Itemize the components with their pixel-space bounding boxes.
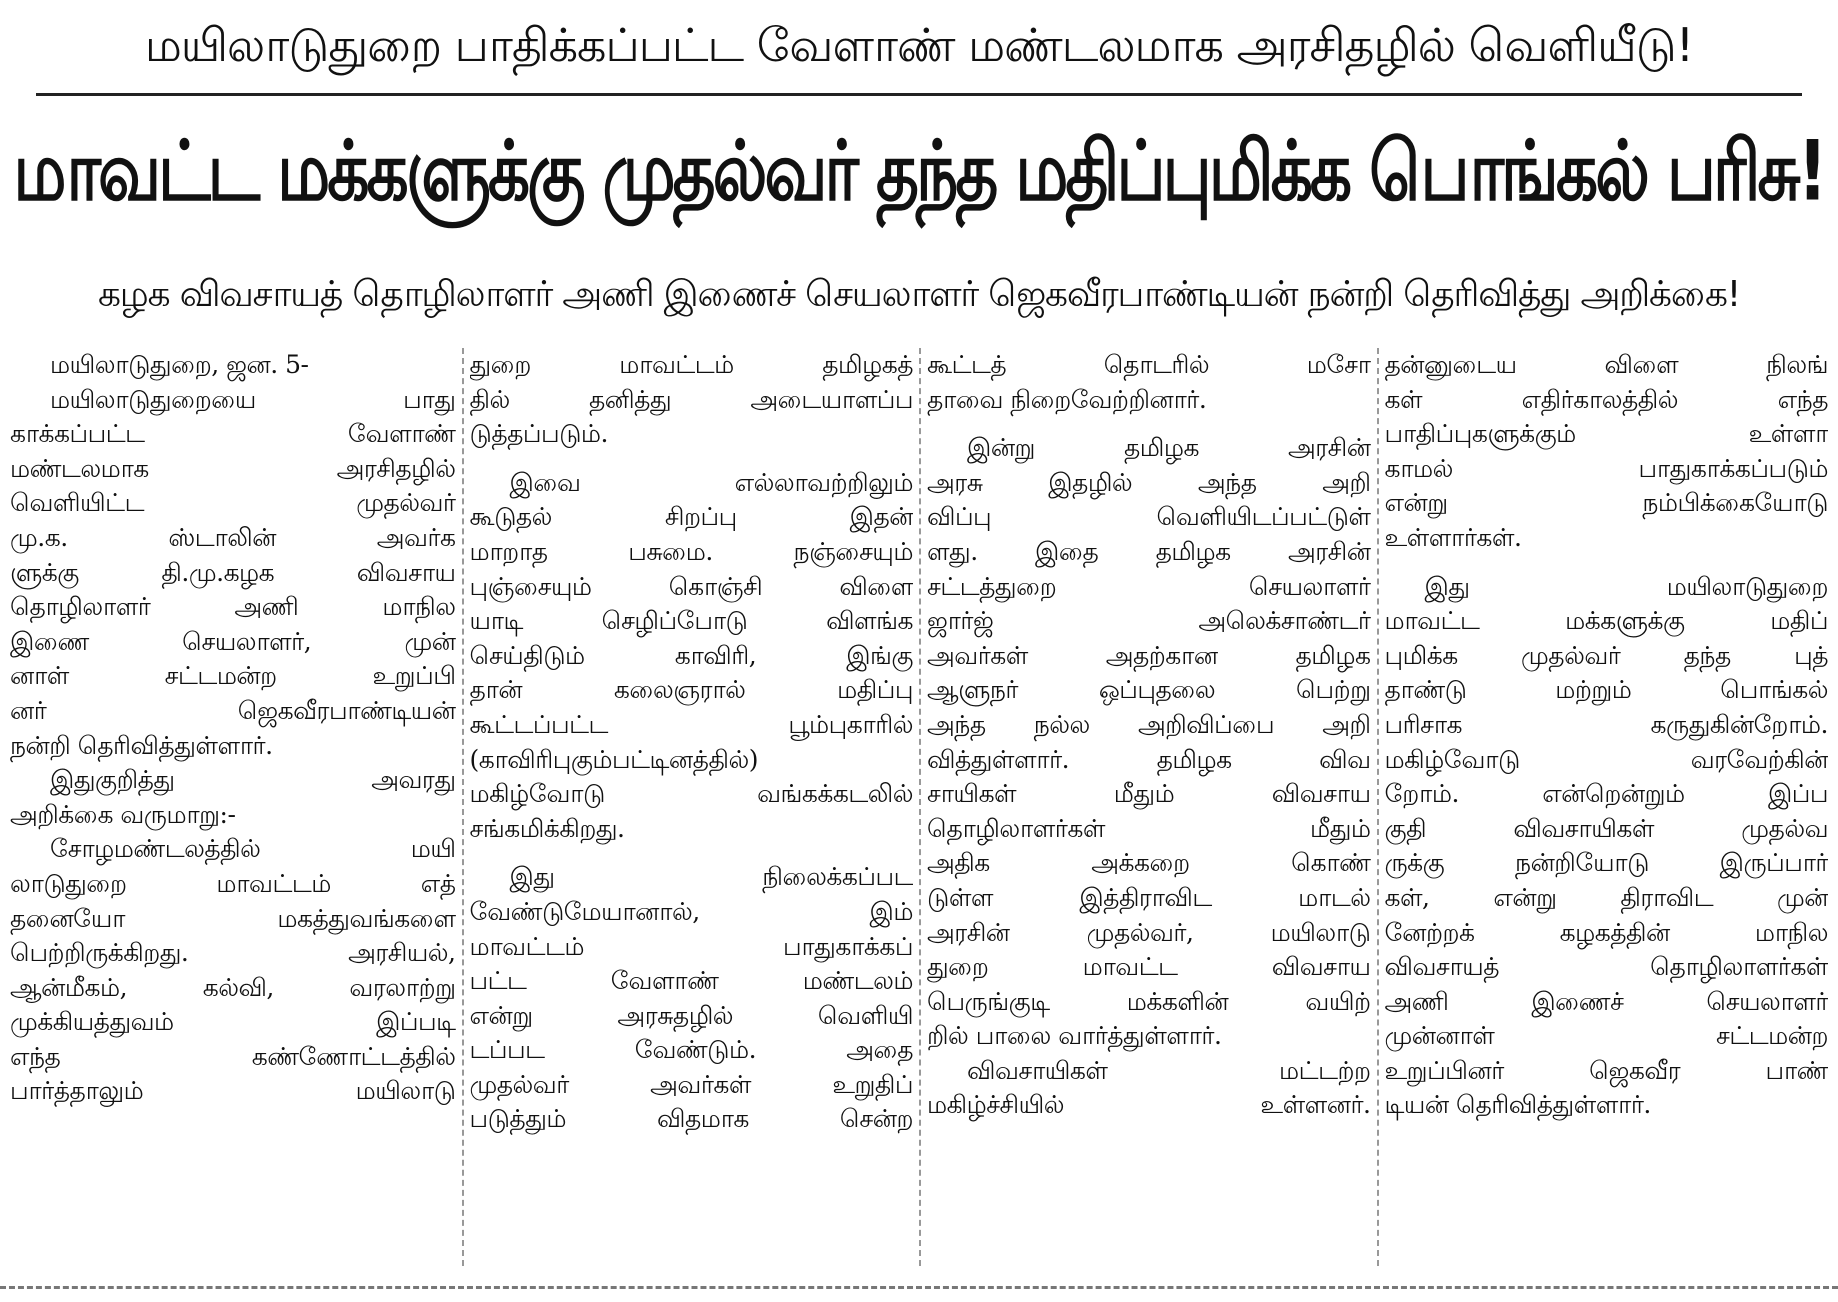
article-line: காமல் பாதுகாக்கப்படும் xyxy=(1384,453,1828,483)
paragraph-gap xyxy=(1385,556,1829,570)
article-line: வித்துள்ளார். தமிழக விவ xyxy=(927,744,1371,774)
article-line: தொழிலாளர்கள் மீதும் xyxy=(927,813,1371,843)
article-line: அரசின் முதல்வர், மயிலாடு xyxy=(927,917,1371,947)
article-line: உறுப்பினர் ஜெகவீர பாண் xyxy=(1384,1055,1828,1085)
article-line: சங்கமிக்கிறது. xyxy=(469,813,625,843)
article-line: கூட்டப்பட்ட பூம்புகாரில் xyxy=(469,709,913,739)
article-line: யாடி செழிப்போடு விளங்க xyxy=(469,606,913,636)
article-line: உள்ளார்கள். xyxy=(1384,522,1522,552)
article-column-2 xyxy=(462,348,920,1266)
article-line: தனையோ மகத்துவங்களை xyxy=(10,903,456,933)
article-line: மு.க. ஸ்டாலின் அவர்க xyxy=(10,522,456,552)
article-line: மாவட்ட மக்களுக்கு மதிப் xyxy=(1384,606,1828,636)
article-line: செய்திடும் காவிரி, இங்கு xyxy=(469,640,913,670)
article-line: பட்ட வேளாண் மண்டலம் xyxy=(469,966,913,996)
article-line: றோம். என்றென்றும் இப்ப xyxy=(1384,779,1828,809)
article-line: சாயிகள் மீதும் விவசாய xyxy=(927,779,1371,809)
article-line: ளுக்கு தி.மு.கழக விவசாய xyxy=(10,557,456,587)
article-line: சட்டத்துறை செயலாளர் xyxy=(927,571,1371,601)
article-line: மண்டலமாக அரசிதழில் xyxy=(10,453,456,483)
article-line: கள் எதிர்காலத்தில் எந்த xyxy=(1384,384,1828,414)
article-column-4 xyxy=(1377,348,1835,1266)
main-headline: மாவட்ட மக்களுக்கு முதல்வர் தந்த மதிப்புமிக்க பொங்கல் பரிசு! xyxy=(13,123,1825,220)
article-line: டுத்தப்படும். xyxy=(469,419,608,449)
article-line: ஆன்மீகம், கல்வி, வரலாற்று xyxy=(10,972,456,1002)
article-line: தன்னுடைய விளை நிலங் xyxy=(1384,350,1828,379)
article-line: தொழிலாளர் அணி மாநில xyxy=(10,592,456,622)
article-line: மகிழ்வோடு வரவேற்கின் xyxy=(1384,744,1828,774)
article-line: புஞ்சையும் கொஞ்சி விளை xyxy=(469,571,913,601)
article-line: இது நிலைக்கப்பட xyxy=(509,862,913,892)
article-line: இணை செயலாளர், முன் xyxy=(10,626,456,656)
article-line: இது மயிலாடுதுறை xyxy=(1424,571,1828,601)
article-line: முக்கியத்துவம் இப்படி xyxy=(10,1007,456,1037)
article-line: சோழமண்டலத்தில் மயி xyxy=(50,834,456,864)
article-line: பெற்றிருக்கிறது. அரசியல், xyxy=(10,938,456,968)
article-line: மகிழ்ச்சியில் உள்ளனர். xyxy=(927,1090,1371,1120)
article-line: மயிலாடுதுறை, ஜன. 5- xyxy=(50,350,309,379)
article-line: என்று நம்பிக்கையோடு xyxy=(1384,488,1828,518)
article-line: வெளியிட்ட முதல்வர் xyxy=(10,488,456,518)
article-line: இதுகுறித்து அவரது xyxy=(50,765,456,795)
article-line: லாடுதுறை மாவட்டம் எத் xyxy=(10,868,456,898)
article-line: மகிழ்வோடு வங்கக்கடலில் xyxy=(469,779,913,809)
article-line: கூட்டத் தொடரில் மசோ xyxy=(927,350,1371,379)
article-line: அதிக அக்கறை கொண் xyxy=(927,848,1371,878)
article-line: காக்கப்பட்ட வேளாண் xyxy=(10,419,456,449)
article-line: அந்த நல்ல அறிவிப்பை அறி xyxy=(927,709,1371,739)
article-line: படுத்தும் விதமாக சென்ற xyxy=(469,1104,913,1134)
article-line: அரசு இதழில் அந்த அறி xyxy=(927,467,1371,497)
article-line: டியன் தெரிவித்துள்ளார். xyxy=(1384,1090,1651,1120)
article-line: விப்பு வெளியிடப்பட்டுள் xyxy=(927,502,1371,532)
article-line: ஜார்ஜ் அலெக்சாண்டர் xyxy=(927,606,1371,636)
article-line: டப்பட வேண்டும். அதை xyxy=(469,1035,913,1065)
article-line: மயிலாடுதுறையை பாது xyxy=(50,384,456,414)
article-line: கூடுதல் சிறப்பு இதன் xyxy=(469,502,913,532)
article-column-3 xyxy=(919,348,1377,1266)
article-line: மாறாத பசுமை. நஞ்சையும் xyxy=(469,536,913,566)
article-line: பெருங்குடி மக்களின் வயிற் xyxy=(927,986,1371,1016)
article-line: தாவை நிறைவேற்றினார். xyxy=(927,384,1207,414)
bottom-divider xyxy=(0,1286,1838,1289)
article-line: விவசாயிகள் மட்டற்ற xyxy=(967,1055,1371,1085)
article-line: தாண்டு மற்றும் பொங்கல் xyxy=(1384,675,1828,705)
article-line: புமிக்க முதல்வர் தந்த புத் xyxy=(1384,640,1828,670)
paragraph-gap xyxy=(470,846,914,860)
article-line: ருக்கு நன்றியோடு இருப்பார் xyxy=(1384,848,1828,878)
article-line: னர் ஜெகவீரபாண்டியன் xyxy=(10,695,456,725)
article-line: இவை எல்லாவற்றிலும் xyxy=(509,467,913,497)
article-line: குதி விவசாயிகள் முதல்வ xyxy=(1384,813,1828,843)
article-line: அவர்கள் அதற்கான தமிழக xyxy=(927,640,1371,670)
article-line: விவசாயத் தொழிலாளர்கள் xyxy=(1384,952,1828,982)
paragraph-gap xyxy=(470,452,914,466)
article-line: எந்த கண்ணோட்டத்தில் xyxy=(10,1041,456,1071)
article-line: வேண்டுமேயானால், இம் xyxy=(469,896,913,926)
article-line: தில் தனித்து அடையாளப்ப xyxy=(469,384,913,414)
sub-headline: கழக விவசாயத் தொழிலாளர் அணி இணைச் செயலாளர் ஜெகவீரபாண்டியன் நன்றி தெரிவித்து அறிக்கை! xyxy=(97,274,1741,315)
article-column-1 xyxy=(4,348,462,1266)
article-line: தான் கலைஞரால் மதிப்பு xyxy=(469,675,913,705)
article-line: ளது. இதை தமிழக அரசின் xyxy=(927,536,1371,566)
article-line: பாதிப்புகளுக்கும் உள்ளா xyxy=(1384,419,1828,449)
article-line: அணி இணைச் செயலாளர் xyxy=(1384,986,1828,1016)
article-line: னேற்றக் கழகத்தின் மாநில xyxy=(1384,917,1828,947)
paragraph-gap xyxy=(927,417,1371,431)
article-line: இன்று தமிழக அரசின் xyxy=(967,433,1371,463)
article-line: துறை மாவட்ட விவசாய xyxy=(927,952,1371,982)
article-line: நன்றி தெரிவித்துள்ளார். xyxy=(10,730,273,760)
kicker-headline: மயிலாடுதுறை பாதிக்கப்பட்ட வேளாண் மண்டலமாக அரசிதழில் வெளியீடு! xyxy=(144,17,1694,72)
article-line: பரிசாக கருதுகின்றோம். xyxy=(1384,709,1828,739)
article-line: அறிக்கை வருமாறு:- xyxy=(10,799,236,829)
article-line: பார்த்தாலும் மயிலாடு xyxy=(10,1076,456,1106)
article-body xyxy=(4,348,1834,1266)
article-line: (காவிரிபுகும்பட்டினத்தில்) xyxy=(469,744,758,774)
article-line: றில் பாலை வார்த்துள்ளார். xyxy=(927,1021,1222,1051)
article-line: னாள் சட்டமன்ற உறுப்பி xyxy=(10,661,456,691)
article-line: துறை மாவட்டம் தமிழகத் xyxy=(469,350,913,379)
article-line: ஆளுநர் ஒப்புதலை பெற்று xyxy=(927,675,1371,705)
article-line: முன்னாள் சட்டமன்ற xyxy=(1384,1021,1828,1051)
article-line: முதல்வர் அவர்கள் உறுதிப் xyxy=(469,1069,913,1099)
article-line: கள், என்று திராவிட முன் xyxy=(1384,882,1828,912)
article-line: என்று அரசுதழில் வெளியி xyxy=(469,1000,913,1030)
article-line: மாவட்டம் பாதுகாக்கப் xyxy=(469,931,913,961)
article-line: டுள்ள இத்திராவிட மாடல் xyxy=(927,882,1371,912)
